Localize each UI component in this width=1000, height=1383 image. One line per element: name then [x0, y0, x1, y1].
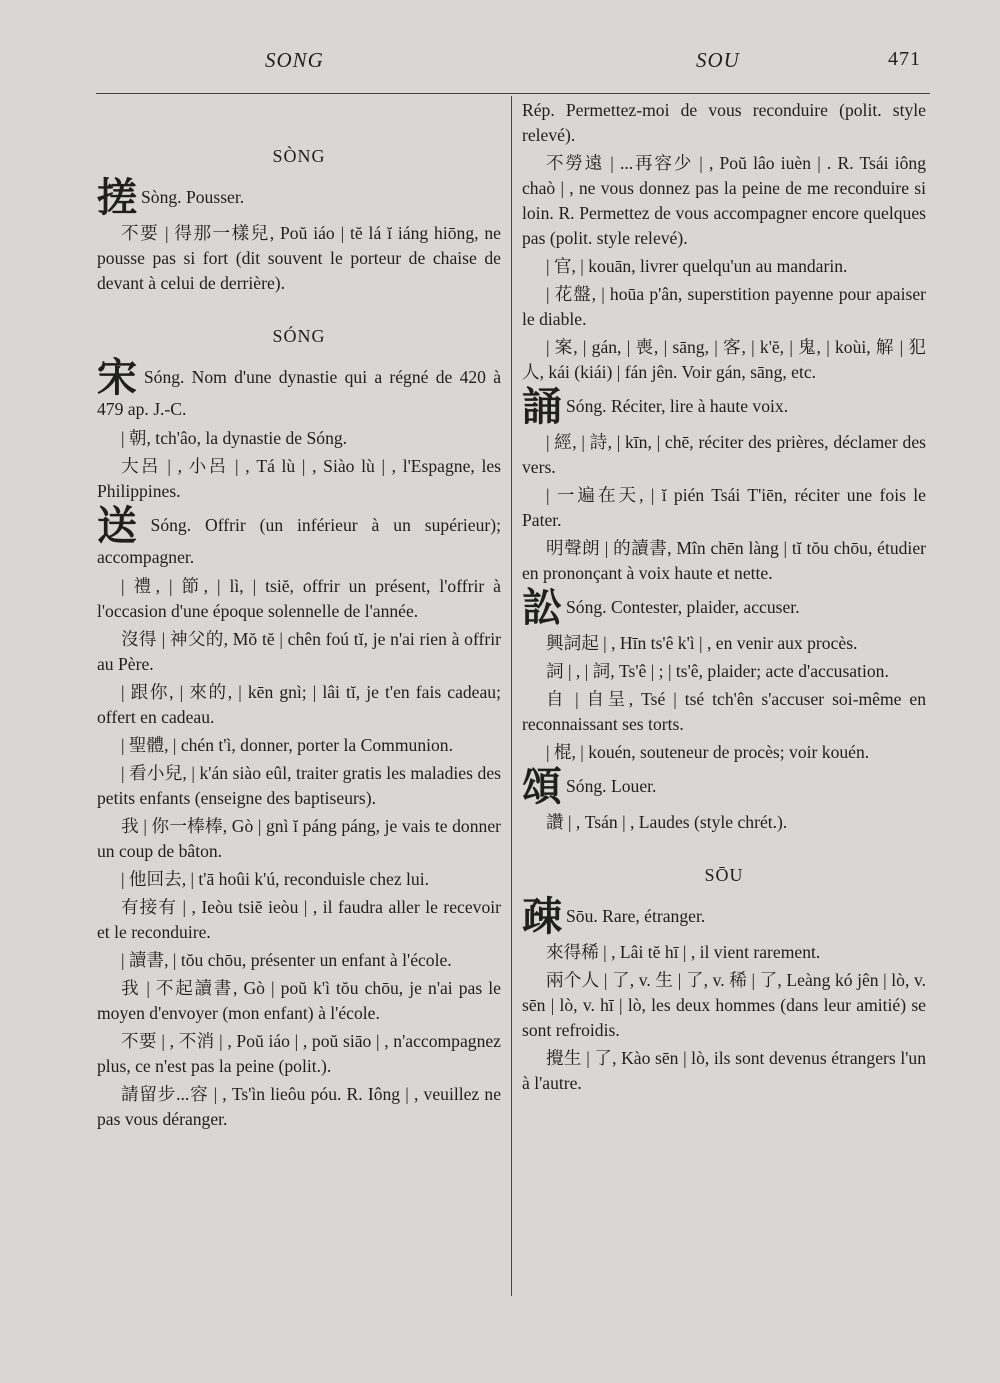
entry-definition: Sóng. Louer.	[566, 776, 657, 796]
sub-entry: 不要 | 得那一樣兒, Poŭ iáo | tĕ lá ĭ iáng hiōng, ne pousse pas si fort (dit souvent le porteur de chaise de devant à celui de derrière).	[97, 223, 501, 293]
dictionary-entry	[97, 175, 501, 220]
sub-entry: 沒得 | 神父的, Mŏ tĕ | chên foú tĭ, je n'ai rien à offrir au Père.	[97, 629, 501, 674]
dictionary-entry	[522, 585, 926, 630]
dictionary-entry	[522, 894, 926, 939]
sub-entry: 來得稀 | , Lâi tĕ hī | , il vient rarement.	[546, 942, 821, 962]
sub-entry: | 朝, tch'âo, la dynastie de Sóng.	[121, 428, 348, 448]
dictionary-entry	[522, 384, 926, 429]
section-heading: SÒNG	[272, 146, 326, 166]
sub-entry: | 看小兒, | k'án siào eûl, traiter gratis les maladies des petits enfants (enseigne des baptiseurs).	[97, 763, 501, 808]
entry-definition: Sóng. Offrir (un inférieur à un supérieur); accompagner.	[97, 515, 501, 567]
continued-text: Rép. Permettez-moi de vous reconduire (polit. style relevé).	[522, 100, 926, 145]
headword-character: 搓	[97, 175, 137, 220]
entry-definition: Sóng. Nom d'une dynastie qui a régné de 420 à 479 ap. J.-C.	[97, 367, 502, 419]
sub-entry: | 棍, | kouén, souteneur de procès; voir kouén.	[546, 742, 870, 762]
sub-entry: | 他回去, | t'ā hoûi k'ú, reconduisle chez lui.	[121, 869, 430, 889]
dictionary-entry	[97, 355, 502, 422]
sub-entry: 兩个人 | 了, v. 生 | 了, v. 稀 | 了, Leàng kó jên | lò, v. sēn | lò, v. hī | lò, les deux hommes (dans leur amitié) se sont refroidis.	[522, 970, 926, 1040]
sub-entry: | 禮, | 節, | lì, | tsiĕ, offrir un présent, l'offrir à l'occasion d'une époque solennelle de l'année.	[97, 576, 501, 621]
headword-character: 疎	[522, 894, 562, 939]
sub-entry: 不勞遠 | ...再容少 | , Poŭ lâo iuèn | . R. Tsái iông chaò | , ne vous donnez pas la peine de me reconduire si loin. R. Permettez de vous accompagner encore quelques pas (polit. style relevé).	[522, 153, 926, 248]
headword-character: 宋	[97, 355, 140, 400]
sub-entry: 自 | 自呈, Tsé | tsé tch'ên s'accuser soi-même en reconnaissant ses torts.	[522, 689, 926, 734]
section-heading: SŌU	[704, 865, 744, 885]
headword-character: 送	[97, 503, 147, 548]
sub-entry: 興詞起 | , Hīn ts'ê k'ì | , en venir aux procès.	[546, 633, 858, 653]
sub-entry: 攪生 | 了, Kào sēn | lò, ils sont devenus étrangers l'un à l'autre.	[522, 1048, 926, 1093]
sub-entry: 不要 | , 不消 | , Poŭ iáo | , poŭ siāo | , n'accompagnez plus, ce n'est pas la peine (polit.).	[97, 1031, 501, 1076]
page-header	[0, 48, 1000, 78]
sub-entry: | 讀書, | tŏu chōu, présenter un enfant à l'école.	[121, 950, 452, 970]
sub-entry: 大呂 | , 小呂 | , Tá lù | , Siào lù | , l'Espagne, les Philippines.	[97, 456, 501, 501]
running-head-right: SOU	[696, 48, 740, 72]
sub-entry: | 經, | 詩, | kīn, | chē, réciter des prières, déclamer des vers.	[522, 432, 926, 477]
sub-entry: | 一遍在天, | ĭ pién Tsái T'iēn, réciter une fois le Pater.	[522, 485, 926, 530]
sub-entry: 我 | 你一棒棒, Gò | gnì ĭ páng páng, je vais te donner un coup de bâton.	[97, 816, 501, 861]
running-head-left: SONG	[265, 48, 324, 72]
sub-entry: 我 | 不起讀書, Gò | poŭ k'ì tŏu chōu, je n'ai pas le moyen d'envoyer (mon enfant) à l'école.	[97, 978, 501, 1023]
sub-entry: | 花盤, | hoūa p'ân, superstition payenne pour apaiser le diable.	[522, 284, 926, 329]
sub-entry: 明聲朗 | 的讀書, Mîn chēn làng | tĭ tŏu chōu, étudier en prononçant à voix haute et nette.	[522, 538, 926, 583]
sub-entry: 有接有 | , Ieòu tsiĕ ieòu | , il faudra aller le recevoir et le reconduire.	[97, 897, 501, 942]
sub-entry: 請留步...容 | , Ts'ìn lieôu póu. R. Iông | , veuillez ne pas vous déranger.	[97, 1084, 501, 1129]
right-column	[522, 98, 926, 1099]
section-heading: SÓNG	[272, 326, 326, 346]
header-rule	[96, 93, 930, 94]
sub-entry: 詞 | , | 詞, Ts'ê | ; | ts'ê, plaider; acte d'accusation.	[546, 661, 889, 681]
sub-entry: 讚 | , Tsán | , Laudes (style chrét.).	[546, 812, 788, 832]
entry-definition: Sōu. Rare, étranger.	[566, 906, 706, 926]
left-column	[97, 98, 501, 1135]
entry-definition: Sòng. Pousser.	[141, 187, 245, 207]
sub-entry: | 跟你, | 來的, | kēn gnì; | lâi tĭ, je t'en fais cadeau; offert en cadeau.	[97, 682, 501, 727]
sub-entry: | 官, | kouān, livrer quelqu'un au mandarin.	[546, 256, 848, 276]
entry-definition: Sóng. Contester, plaider, accuser.	[566, 597, 800, 617]
column-divider	[511, 96, 512, 1296]
sub-entry: | 聖體, | chén t'ì, donner, porter la Communion.	[121, 735, 454, 755]
headword-character: 誦	[522, 384, 562, 429]
entry-definition: Sóng. Réciter, lire à haute voix.	[566, 396, 789, 416]
page-number: 471	[888, 48, 921, 70]
sub-entry: | 案, | gán, | 喪, | sāng, | 客, | k'ĕ, | 鬼, | koùi, 解 | 犯人, kái (kiái) | fán jên. Voir gán, sāng, etc.	[522, 337, 926, 382]
headword-character: 頌	[522, 764, 562, 809]
headword-character: 訟	[522, 585, 562, 630]
dictionary-entry	[522, 764, 926, 809]
dictionary-entry	[97, 503, 501, 570]
